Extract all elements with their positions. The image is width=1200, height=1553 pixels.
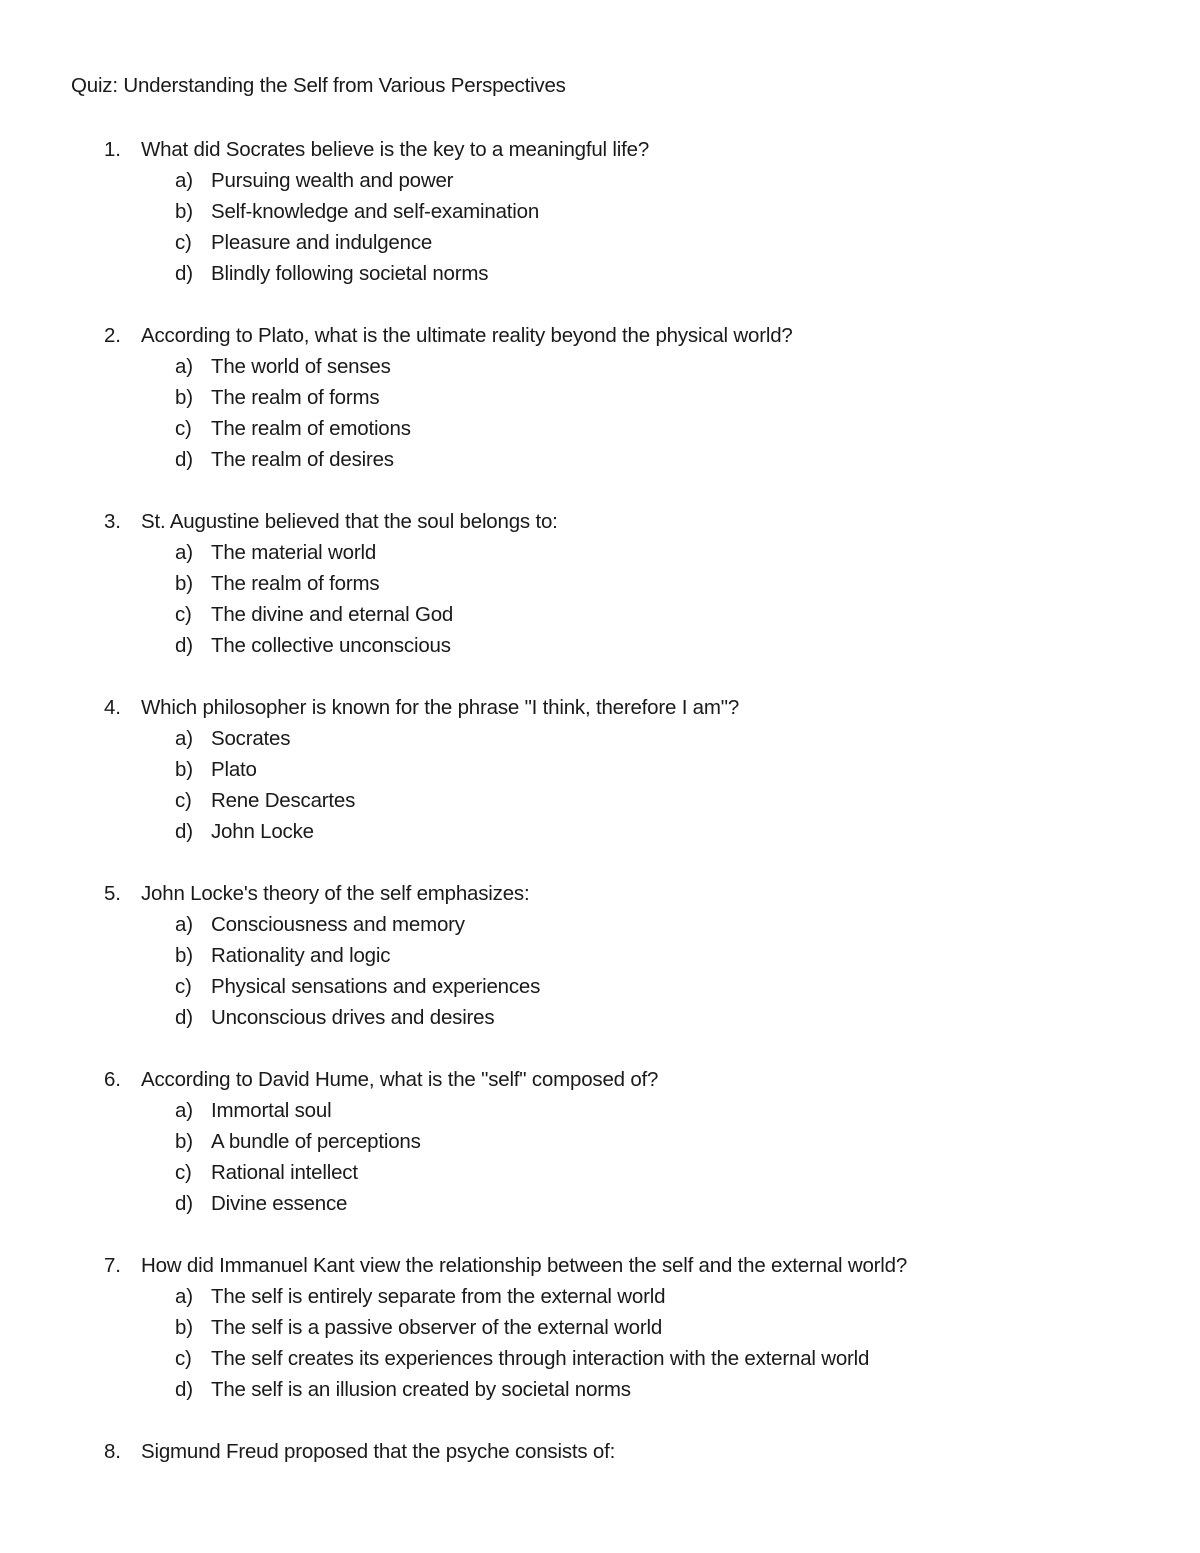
answer-option [0,1312,1200,1343]
answer-options [0,909,1200,1033]
question-text: John Locke's theory of the self emphasizes: [141,882,530,905]
option-letter: b) [175,386,193,409]
question-number: 4. [104,696,121,719]
option-text: Self-knowledge and self-examination [211,200,540,223]
question-number: 6. [104,1068,121,1091]
question-number: 5. [104,882,121,905]
question-item [0,1436,1200,1467]
option-text: Unconscious drives and desires [211,1006,495,1029]
option-letter: c) [175,975,192,998]
answer-option [0,816,1200,847]
question-number: 1. [104,138,121,161]
option-letter: a) [175,541,193,564]
option-text: The realm of forms [211,386,380,409]
question-line [0,878,1200,909]
question-text: How did Immanuel Kant view the relationship between the self and the external world? [141,1254,908,1277]
answer-option [0,599,1200,630]
answer-option [0,1374,1200,1405]
question-item [0,1250,1200,1405]
answer-option [0,940,1200,971]
option-letter: a) [175,1099,193,1122]
option-text: The self is entirely separate from the external world [211,1285,666,1308]
answer-option [0,537,1200,568]
answer-option [0,196,1200,227]
option-letter: c) [175,1161,192,1184]
question-text: According to Plato, what is the ultimate reality beyond the physical world? [141,324,793,347]
option-text: Blindly following societal norms [211,262,489,285]
option-letter: d) [175,820,193,843]
question-line [0,1436,1200,1467]
option-letter: b) [175,572,193,595]
option-text: A bundle of perceptions [211,1130,421,1153]
option-text: The material world [211,541,377,564]
option-letter: a) [175,355,193,378]
answer-options [0,723,1200,847]
option-text: Rationality and logic [211,944,391,967]
answer-option [0,444,1200,475]
question-text: Sigmund Freud proposed that the psyche consists of: [141,1440,616,1463]
question-text: What did Socrates believe is the key to a meaningful life? [141,138,650,161]
option-letter: d) [175,448,193,471]
answer-options [0,1281,1200,1405]
option-text: Divine essence [211,1192,348,1215]
answer-option [0,971,1200,1002]
question-number: 3. [104,510,121,533]
answer-option [0,1343,1200,1374]
answer-options [0,351,1200,475]
answer-option [0,909,1200,940]
question-line [0,320,1200,351]
option-letter: b) [175,200,193,223]
answer-option [0,1157,1200,1188]
answer-option [0,723,1200,754]
question-text: Which philosopher is known for the phrase "I think, therefore I am"? [141,696,740,719]
answer-option [0,165,1200,196]
question-number: 2. [104,324,121,347]
option-text: Physical sensations and experiences [211,975,541,998]
option-text: The self is a passive observer of the external world [211,1316,663,1339]
option-letter: d) [175,1006,193,1029]
option-letter: d) [175,1378,193,1401]
option-text: Pursuing wealth and power [211,169,454,192]
option-letter: a) [175,169,193,192]
answer-option [0,413,1200,444]
answer-option [0,1002,1200,1033]
answer-option [0,785,1200,816]
answer-option [0,754,1200,785]
option-text: The realm of emotions [211,417,411,440]
question-line [0,1064,1200,1095]
option-text: John Locke [211,820,314,843]
answer-options [0,165,1200,289]
answer-option [0,630,1200,661]
option-text: The realm of forms [211,572,380,595]
option-letter: c) [175,789,192,812]
answer-options [0,537,1200,661]
option-text: The self creates its experiences through interaction with the external world [211,1347,870,1370]
option-text: The world of senses [211,355,391,378]
question-number: 7. [104,1254,121,1277]
option-letter: c) [175,231,192,254]
option-letter: b) [175,944,193,967]
question-line [0,1250,1200,1281]
question-line [0,506,1200,537]
answer-option [0,258,1200,289]
option-text: The realm of desires [211,448,394,471]
answer-option [0,1188,1200,1219]
option-letter: c) [175,603,192,626]
option-text: Socrates [211,727,291,750]
option-letter: c) [175,1347,192,1370]
answer-option [0,1281,1200,1312]
question-text: According to David Hume, what is the "self" composed of? [141,1068,659,1091]
option-text: The self is an illusion created by societal norms [211,1378,631,1401]
option-text: Plato [211,758,257,781]
answer-option [0,227,1200,258]
option-letter: d) [175,1192,193,1215]
question-item [0,134,1200,289]
answer-option [0,382,1200,413]
answer-option [0,568,1200,599]
answer-option [0,351,1200,382]
question-line [0,134,1200,165]
option-letter: b) [175,758,193,781]
question-list [0,134,1200,1498]
option-text: The divine and eternal God [211,603,454,626]
question-item [0,320,1200,475]
option-letter: d) [175,262,193,285]
option-text: Rational intellect [211,1161,358,1184]
option-letter: a) [175,1285,193,1308]
option-text: The collective unconscious [211,634,451,657]
option-letter: c) [175,417,192,440]
question-text: St. Augustine believed that the soul belongs to: [141,510,558,533]
answer-option [0,1126,1200,1157]
question-number: 8. [104,1440,121,1463]
answer-option [0,1095,1200,1126]
option-letter: d) [175,634,193,657]
question-item [0,506,1200,661]
page-title: Quiz: Understanding the Self from Various Perspectives [71,74,566,97]
option-text: Immortal soul [211,1099,332,1122]
option-letter: b) [175,1130,193,1153]
option-text: Pleasure and indulgence [211,231,433,254]
question-item [0,1064,1200,1219]
answer-options [0,1095,1200,1219]
option-letter: b) [175,1316,193,1339]
question-item [0,692,1200,847]
option-text: Consciousness and memory [211,913,465,936]
option-text: Rene Descartes [211,789,356,812]
question-line [0,692,1200,723]
option-letter: a) [175,913,193,936]
option-letter: a) [175,727,193,750]
question-item [0,878,1200,1033]
